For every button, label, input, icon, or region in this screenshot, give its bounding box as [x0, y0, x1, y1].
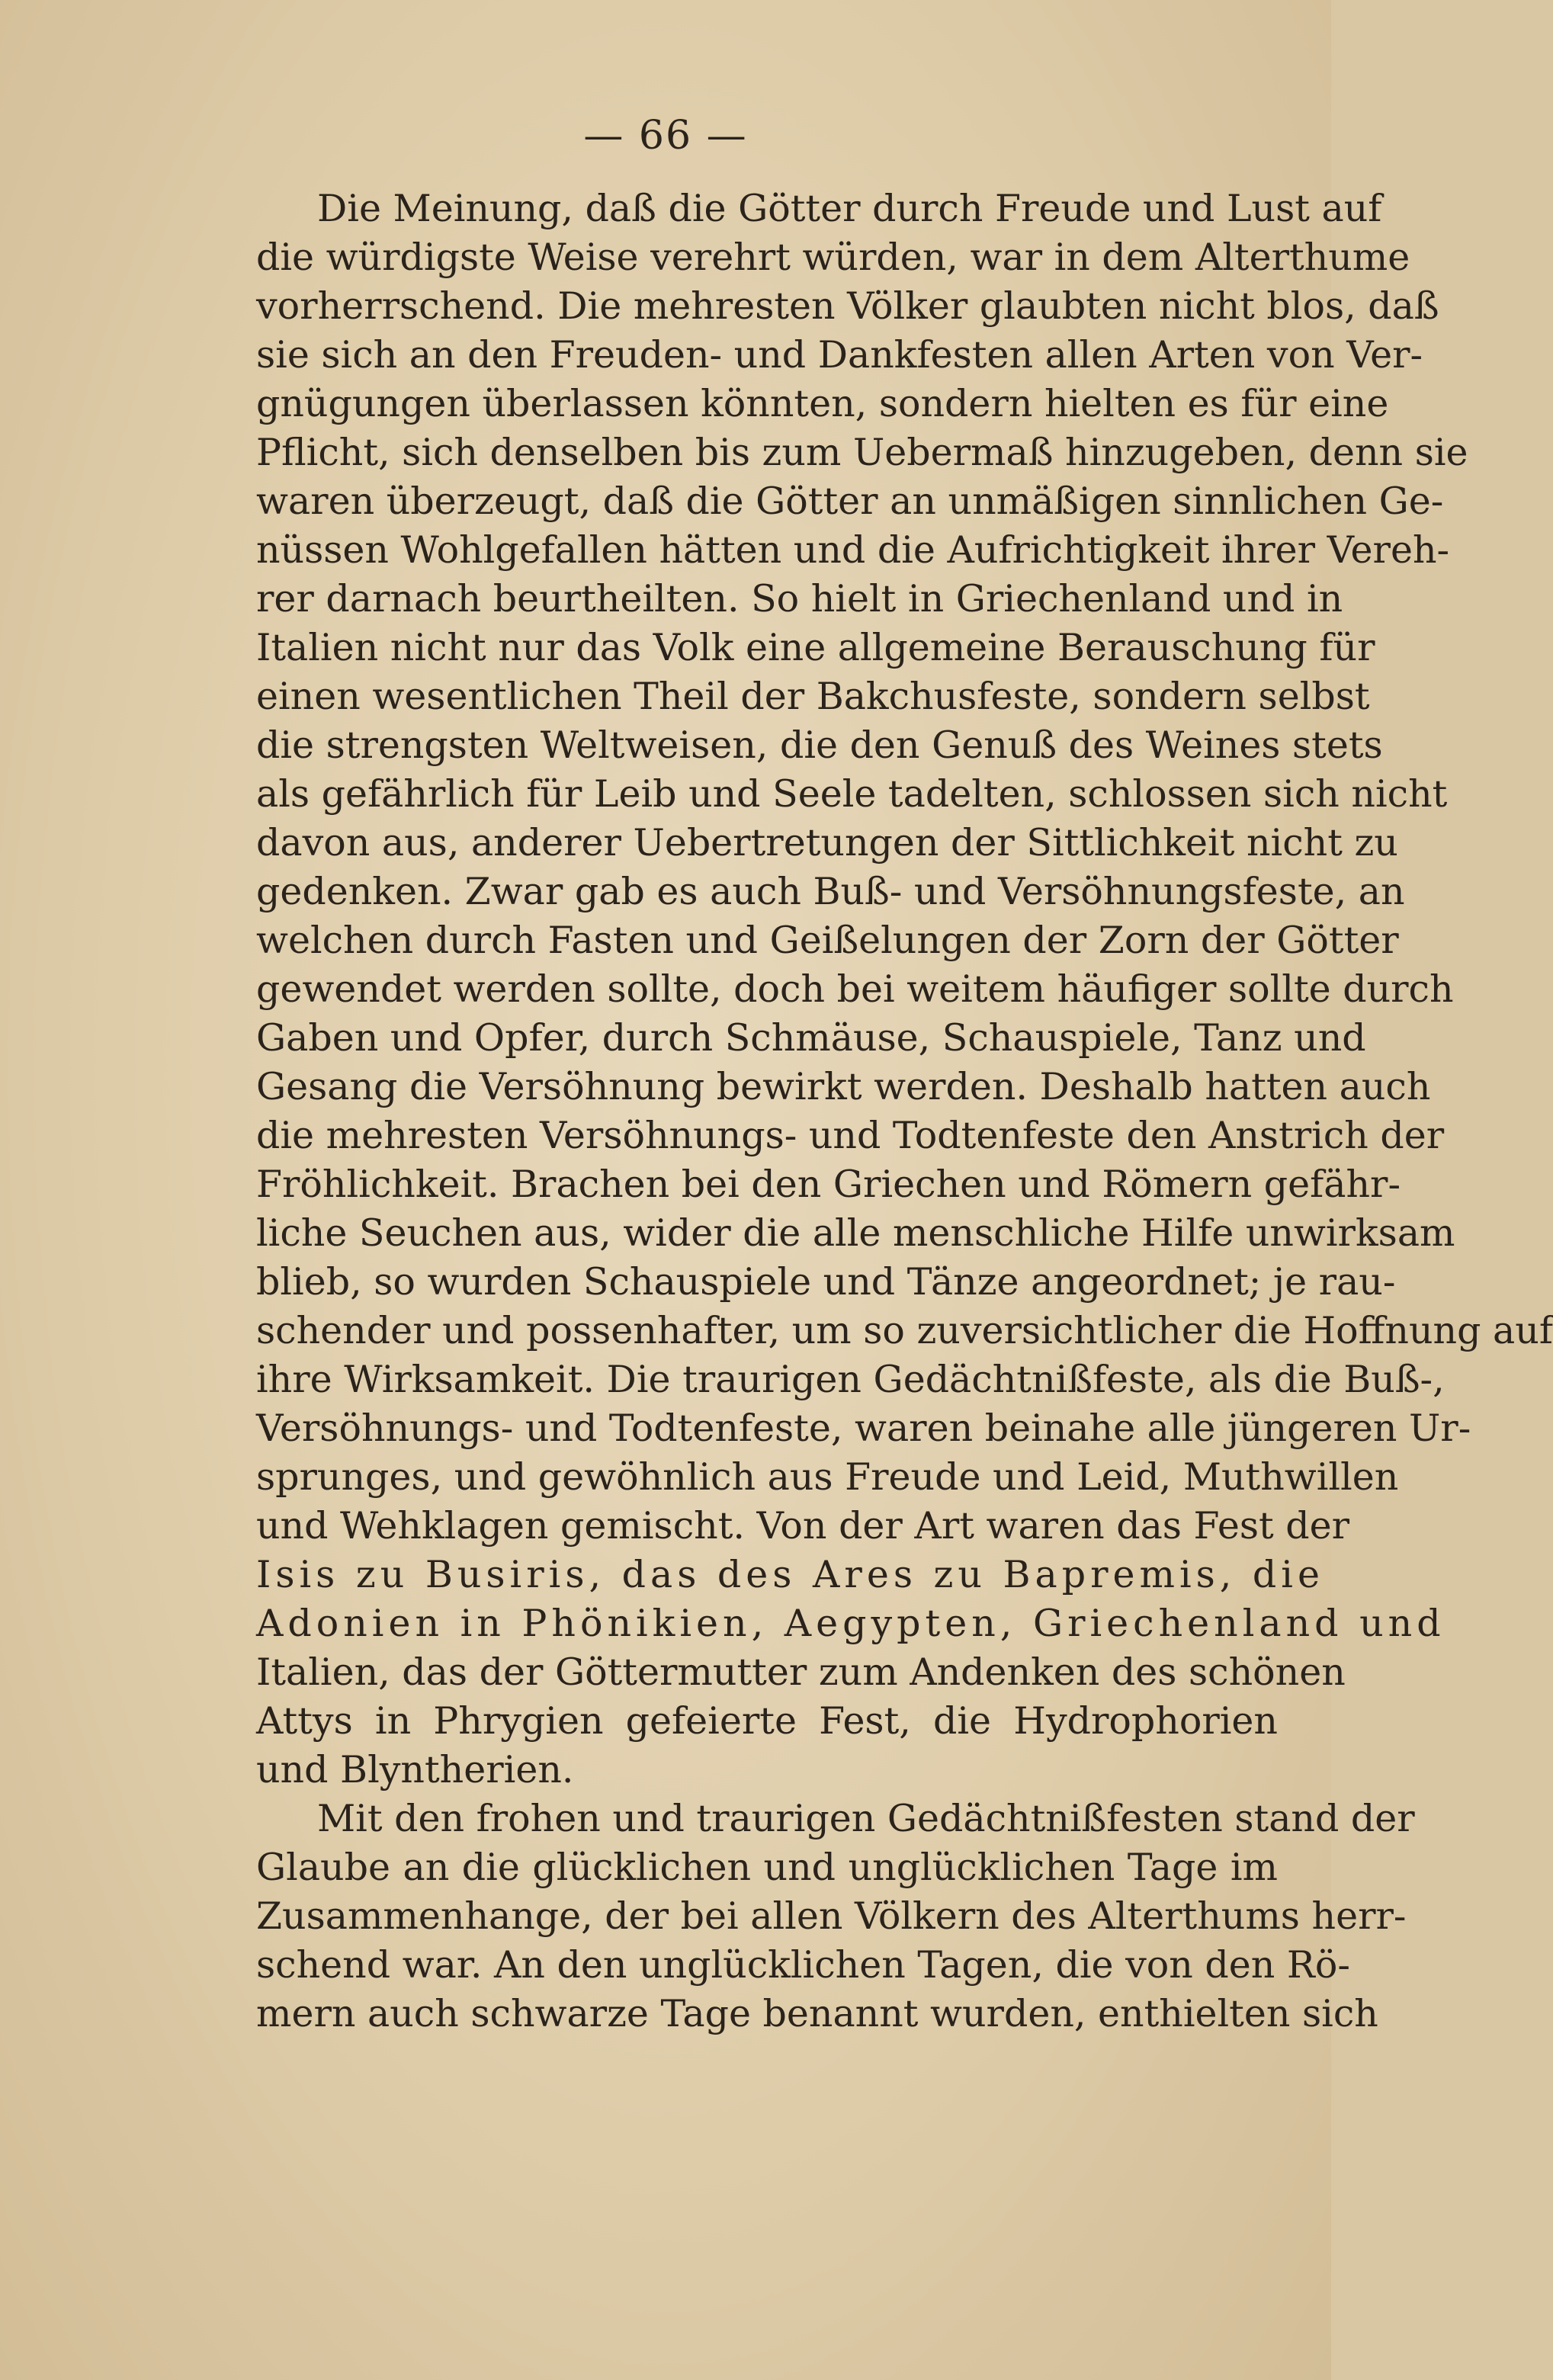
text-line: Fröhlichkeit. Brachen bei den Griechen und Römern gefähr- [256, 1163, 1401, 1206]
text-line: vorherrschend. Die mehresten Völker glaubten nicht blos, daß [256, 284, 1439, 328]
text-line: blieb, so wurden Schauspiele und Tänze angeordnet; je rau- [256, 1260, 1396, 1304]
text-line: schend war. An den unglücklichen Tagen, die von den Rö- [256, 1943, 1350, 1987]
text-line: Die Meinung, daß die Götter durch Freude und Lust auf [317, 187, 1382, 230]
paragraph-2 [256, 1795, 1415, 2038]
paragraph-1 [256, 184, 1553, 1795]
text-line: gnügungen überlassen könnten, sondern hielten es für eine [256, 382, 1389, 425]
text-line: nüssen Wohlgefallen hätten und die Aufrichtigkeit ihrer Vereh- [256, 528, 1450, 572]
text-line: Versöhnungs- und Todtenfeste, waren beinahe alle jüngeren Ur- [256, 1407, 1471, 1450]
text-line: und Wehklagen gemischt. Von der Art waren das Fest der [256, 1504, 1350, 1548]
page-number: — 66 — [583, 113, 748, 159]
text-line: die würdigste Weise verehrt würden, war in dem Alterthume [256, 236, 1410, 279]
text-line: davon aus, anderer Uebertretungen der Sittlichkeit nicht zu [256, 821, 1398, 864]
text-line: einen wesentlichen Theil der Bakchusfeste, sondern selbst [256, 675, 1370, 718]
text-line: Mit den frohen und traurigen Gedächtnißfesten stand der [317, 1797, 1415, 1840]
text-line: ihre Wirksamkeit. Die traurigen Gedächtnißfeste, als die Buß-, [256, 1358, 1445, 1401]
text-line: liche Seuchen aus, wider die alle menschliche Hilfe unwirksam [256, 1211, 1455, 1255]
text-line: Glaube an die glücklichen und unglücklichen Tage im [256, 1846, 1278, 1889]
text-line: sprunges, und gewöhnlich aus Freude und Leid, Muthwillen [256, 1455, 1399, 1499]
text-line: Pflicht, sich denselben bis zum Uebermaß hinzugeben, denn sie [256, 431, 1468, 474]
page-body [256, 184, 1553, 2038]
text-line: Gesang die Versöhnung bewirkt werden. Deshalb hatten auch [256, 1065, 1431, 1108]
text-line: sie sich an den Freuden- und Dankfesten allen Arten von Ver- [256, 333, 1423, 377]
text-line: gedenken. Zwar gab es auch Buß- und Versöhnungsfeste, an [256, 870, 1405, 913]
text-line: die strengsten Weltweisen, die den Genuß des Weines stets [256, 723, 1383, 767]
text-line: als gefährlich für Leib und Seele tadelten, schlossen sich nicht [256, 772, 1448, 816]
text-line: Isis zu Busiris, das des Ares zu Bapremis, die [256, 1553, 1324, 1596]
text-line: waren überzeugt, daß die Götter an unmäßigen sinnlichen Ge- [256, 480, 1444, 523]
text-line: Italien nicht nur das Volk eine allgemeine Berauschung für [256, 626, 1375, 669]
text-line: Attys in Phrygien gefeierte Fest, die Hydrophorien [256, 1699, 1278, 1743]
text-line: Adonien in Phönikien, Aegypten, Griechenland und [256, 1602, 1446, 1645]
text-line: welchen durch Fasten und Geißelungen der Zorn der Götter [256, 919, 1399, 962]
text-line: rer darnach beurtheilten. So hielt in Griechenland und in [256, 577, 1343, 621]
text-line: schender und possenhafter, um so zuversichtlicher die Hoffnung auf [256, 1309, 1553, 1352]
text-line: Italien, das der Göttermutter zum Andenken des schönen [256, 1650, 1346, 1694]
text-line: Zusammenhange, der bei allen Völkern des Alterthums herr- [256, 1894, 1407, 1938]
text-line: und Blyntherien. [256, 1748, 574, 1791]
text-line: die mehresten Versöhnungs- und Todtenfeste den Anstrich der [256, 1114, 1445, 1157]
text-line: Gaben und Opfer, durch Schmäuse, Schauspiele, Tanz und [256, 1016, 1366, 1060]
text-line: gewendet werden sollte, doch bei weitem häufiger sollte durch [256, 967, 1454, 1011]
text-line: mern auch schwarze Tage benannt wurden, enthielten sich [256, 1992, 1378, 2035]
